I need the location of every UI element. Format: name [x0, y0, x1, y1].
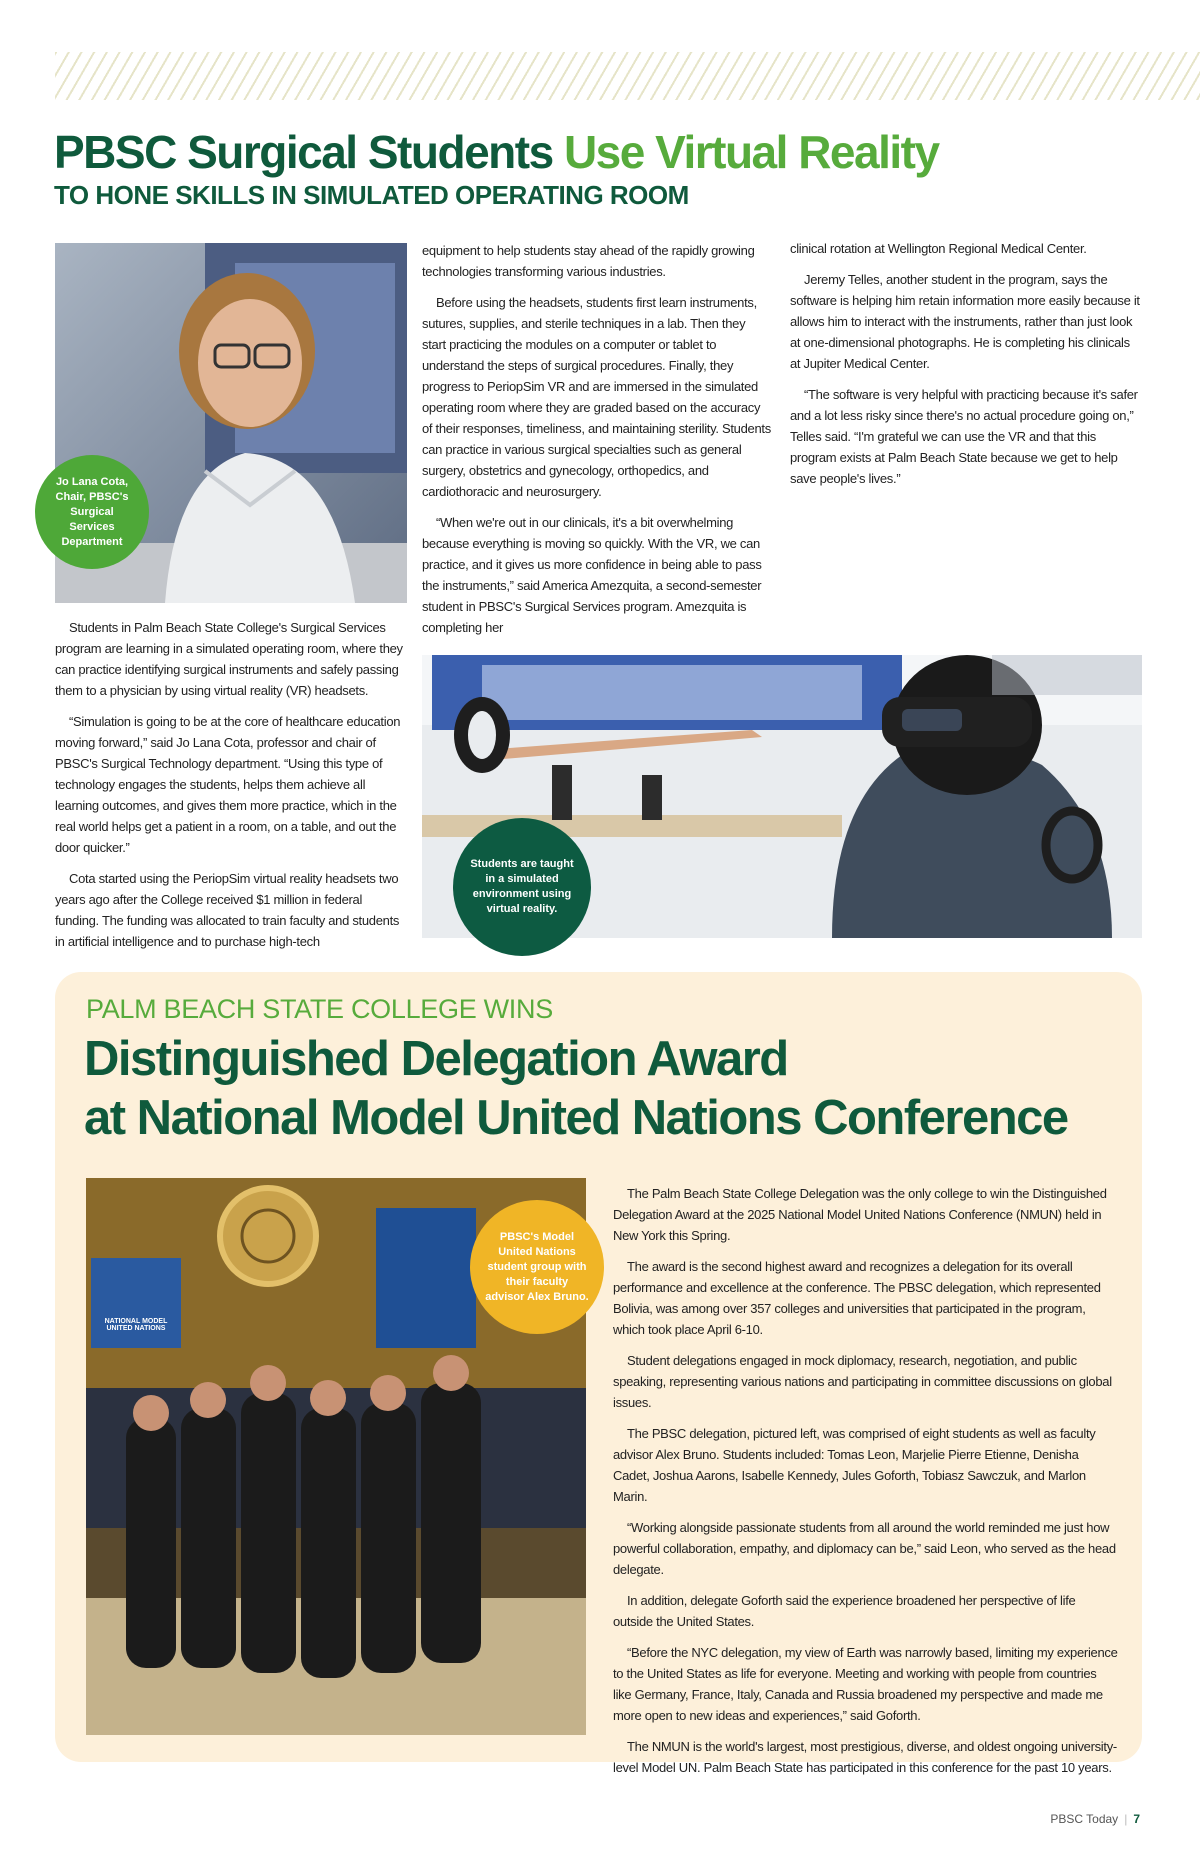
publication-name: PBSC Today [1050, 1812, 1119, 1826]
paragraph: “The software is very helpful with practicing because it's safer and a lot less risky since there's no actual procedure going on,” Telles said. “I'm grateful we can use the VR and that this program exists at Palm Beach State because we get to help save people's lives.” [790, 387, 1138, 486]
paragraph: Cota started using the PeriopSim virtual reality headsets two years ago after the College received $1 million in federal funding. The funding was allocated to train faculty and students in artificial intelligence and to purchase high-tech [55, 871, 400, 949]
page-number: 7 [1133, 1812, 1140, 1826]
paragraph: clinical rotation at Wellington Regional Medical Center. [790, 241, 1087, 256]
paragraph: equipment to help students stay ahead of the rapidly growing technologies transforming various industries. [422, 243, 755, 279]
paragraph: “Simulation is going to be at the core of healthcare education moving forward,” said Jo Lana Cota, professor and chair of PBSC's Surgical Technology department. “Using this type of technology engages the students, helps them achieve all learning outcomes, and gives them more practice, which in the real world helps get a patient in a room, on a table, and out the door quicker.” [55, 714, 401, 855]
paragraph: “Before the NYC delegation, my view of Earth was narrowly based, limiting my experience to the United States as life for everyone. Meeting and working with people from countries like Germany, France, Italy, Canada and Russia broadened my perspective and made me more open to new ideas and experiences,” said Goforth. [613, 1645, 1118, 1723]
article1-column-2 [422, 240, 772, 648]
paragraph: The NMUN is the world's largest, most prestigious, diverse, and oldest ongoing university-level Model UN. Palm Beach State has participated in this conference for the past 10 years. [613, 1739, 1117, 1775]
paragraph: “Working alongside passionate students from all around the world reminded me just how powerful collaboration, empathy, and diplomacy can be,” said Leon, who served as the head delegate. [613, 1520, 1116, 1577]
award-title-line-2: at National Model United Nations Conference [84, 1091, 1068, 1145]
paragraph: “When we're out in our clinicals, it's a bit overwhelming because everything is moving so quickly. With the VR, we can practice, and it gives us more confidence in being able to pass the instruments,” said America Amezquita, a second-semester student in PBSC's Surgical Services program. Amezquita is completing her [422, 515, 762, 635]
photo3-caption: PBSC's Model United Nations student group with their faculty advisor Alex Bruno. [485, 1230, 589, 1303]
title-part-1: PBSC Surgical Students [54, 126, 553, 178]
award-kicker: PALM BEACH STATE COLLEGE WINS [86, 994, 553, 1024]
title-part-2: Use Virtual Reality [563, 126, 939, 178]
footer-separator: | [1124, 1812, 1128, 1826]
award-body-text [613, 1183, 1118, 1788]
paragraph: The award is the second highest award and recognizes a delegation for its overall performance and excellence at the conference. The PBSC delegation, which represented Bolivia, was among over 357 colleges and universities that participated in the program, which took place April 6-10. [613, 1259, 1101, 1337]
photo1-caption: Jo Lana Cota, Chair, PBSC's Surgical Services Department [55, 475, 129, 548]
photo1-caption-badge [35, 455, 149, 569]
photo3-caption-badge [470, 1200, 604, 1334]
paragraph: Student delegations engaged in mock diplomacy, research, negotiation, and public speaking, representing various nations and participating in committee discussions on global issues. [613, 1353, 1112, 1410]
un-screen-label: NATIONAL MODEL UNITED NATIONS [104, 1318, 168, 1332]
decorative-hatch-band [55, 52, 1200, 100]
award-title-line-1: Distinguished Delegation Award [84, 1032, 788, 1086]
page-footer [1050, 1812, 1140, 1826]
paragraph: The Palm Beach State College Delegation was the only college to win the Distinguished Delegation Award at the 2025 National Model United Nations Conference (NMUN) held in New York this Spring. [613, 1186, 1107, 1243]
paragraph: The PBSC delegation, pictured left, was comprised of eight students as well as faculty advisor Alex Bruno. Students included: Tomas Leon, Marjelie Pierre Etienne, Denisha Cadet, Joshua Aarons, Isabelle Kennedy, Jules Goforth, Tobiasz Sawczuk, and Marlon Marin. [613, 1426, 1096, 1504]
article-title [54, 124, 1154, 180]
article1-column-1 [55, 617, 405, 962]
photo2-caption-badge [453, 818, 591, 956]
article1-column-3 [790, 238, 1140, 499]
article-subtitle: TO HONE SKILLS IN SIMULATED OPERATING ROOM [54, 180, 689, 210]
paragraph: Before using the headsets, students first learn instruments, sutures, supplies, and sterile techniques in a lab. Then they start practicing the modules on a computer or tablet to understand the steps of surgical procedures. Finally, they progress to PeriopSim VR and are immersed in the simulated operating room where they are graded based on the accuracy of their responses, timeliness, and maintaining sterility. Students can practice in various surgical specialties such as general surgery, obstetrics and gynecology, orthopedics, and cardiothoracic and neurosurgery. [422, 295, 771, 499]
paragraph: Jeremy Telles, another student in the program, says the software is helping him retain information more easily because it allows him to interact with the instruments, rather than just look at one-dimensional photographs. He is completing his clinicals at Jupiter Medical Center. [790, 272, 1140, 371]
paragraph: Students in Palm Beach State College's Surgical Services program are learning in a simulated operating room, where they can practice identifying surgical instruments and safely passing them to a physician by using virtual reality (VR) headsets. [55, 620, 403, 698]
paragraph: In addition, delegate Goforth said the experience broadened her perspective of life outside the United States. [613, 1593, 1076, 1629]
photo2-caption: Students are taught in a simulated environment using virtual reality. [470, 858, 574, 915]
award-title [84, 1030, 1134, 1148]
